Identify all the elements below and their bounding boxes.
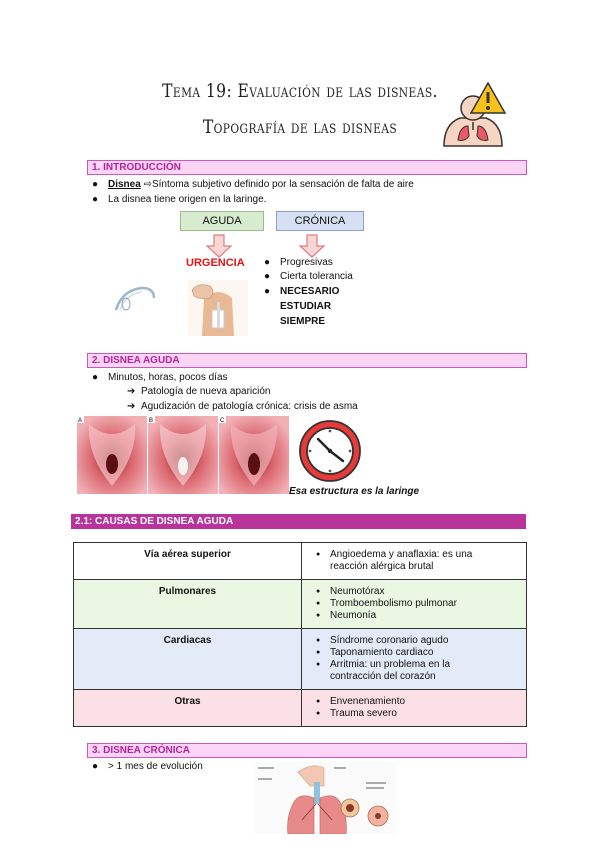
- section-disnea-aguda: 2. DISNEA AGUDA: [87, 353, 527, 368]
- down-arrow-icon: [299, 234, 325, 258]
- bullet-evolucion: ● > 1 mes de evolución: [92, 761, 203, 772]
- list-item: ● Angioedema y anaflaxia: es una: [308, 549, 520, 561]
- laringe-text: La disnea tiene origen en la laringe.: [108, 194, 267, 205]
- list-item: ● Neumonía: [308, 610, 520, 622]
- causas-table: [73, 542, 527, 727]
- cronica-box: CRÓNICA: [276, 211, 364, 231]
- list-item: reacción alérgica brutal: [330, 561, 434, 572]
- category-cell: Cardiacas: [74, 629, 302, 690]
- tracheostomy-image: [188, 280, 248, 336]
- list-item: ● Arritmia: un problema en la: [308, 659, 520, 671]
- aguda-box: AGUDA: [180, 211, 264, 231]
- category-cell: Otras: [74, 690, 302, 727]
- page-title-line2: Topografía de las disneas: [202, 116, 398, 138]
- items-cell: [302, 580, 527, 629]
- section-disnea-cronica: 3. DISNEA CRÓNICA: [87, 743, 527, 758]
- panel-label: A: [78, 418, 83, 424]
- list-item: ● Envenenamiento: [308, 696, 520, 708]
- category-cell: Pulmonares: [74, 580, 302, 629]
- page-title-line1: Tema 19: Evaluación de las disneas.: [162, 80, 438, 102]
- sub-bullet-nueva-aparicion: ➔ Patología de nueva aparición: [127, 386, 271, 397]
- cronica-item: ● Cierta tolerancia: [264, 271, 353, 282]
- items-cell: [302, 690, 527, 727]
- bullet-disnea: ● Disnea ⇨Síntoma subjetivo definido por la sensación de falta de aire: [92, 179, 414, 190]
- cronica-item: ● Progresivas: [264, 257, 333, 268]
- endotracheal-tube-image: [112, 284, 158, 314]
- disnea-term: Disnea: [108, 179, 141, 190]
- category-cell: Vía aérea superior: [74, 543, 302, 580]
- panel-label: C: [220, 418, 225, 424]
- list-item: ● Trauma severo: [308, 708, 520, 720]
- table-row: [74, 580, 527, 629]
- items-cell: [302, 629, 527, 690]
- bullet-laringe: ● La disnea tiene origen en la laringe.: [92, 194, 267, 205]
- urgencia-label: URGENCIA: [186, 257, 245, 269]
- list-item: ● Síndrome coronario agudo: [308, 635, 520, 647]
- list-item: ● Tromboembolismo pulmonar: [308, 598, 520, 610]
- table-row: [74, 690, 527, 727]
- list-item: contracción del corazón: [330, 671, 436, 682]
- arrow-right-icon: ➔: [127, 386, 141, 397]
- panel-label: B: [149, 418, 154, 424]
- sub-bullet-agudizacion: ➔ Agudización de patología crónica: crisis de asma: [127, 401, 358, 412]
- items-cell: [302, 543, 527, 580]
- list-item: ● Taponamiento cardiaco: [308, 647, 520, 659]
- lungs-warning-icon: [438, 80, 508, 150]
- clock-icon: [298, 419, 362, 483]
- arrow-icon: ⇨: [143, 179, 152, 190]
- section-introduccion: 1. INTRODUCCIÓN: [87, 160, 527, 175]
- bullet-minutos: ● Minutos, horas, pocos días: [92, 372, 228, 383]
- cronica-item: ● NECESARIO: [264, 286, 340, 297]
- cronica-item: SIEMPRE: [280, 316, 326, 327]
- section-causas-disnea-aguda: 2.1: CAUSAS DE DISNEA AGUDA: [71, 514, 526, 529]
- respiratory-system-diagram: [254, 762, 396, 834]
- arrow-right-icon: ➔: [127, 401, 141, 412]
- table-row: [74, 629, 527, 690]
- disnea-definition: Síntoma subjetivo definido por la sensación de falta de aire: [151, 179, 414, 190]
- cronica-item: ESTUDIAR: [280, 301, 332, 312]
- larynx-endoscopy-images: [77, 416, 289, 494]
- table-row: [74, 543, 527, 580]
- list-item: ● Neumotórax: [308, 586, 520, 598]
- larynx-caption: Esa estructura es la laringe: [289, 486, 420, 497]
- down-arrow-icon: [206, 234, 232, 258]
